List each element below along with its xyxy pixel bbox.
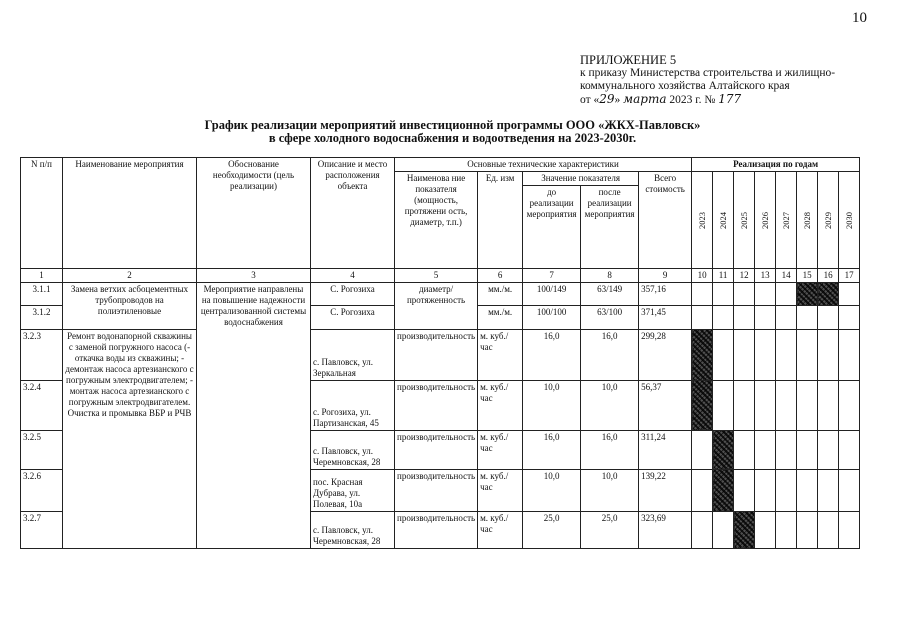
row-number: 3.2.3 bbox=[21, 329, 63, 380]
year-cell bbox=[692, 329, 713, 380]
header-year: 2027 bbox=[776, 172, 797, 269]
year-cell bbox=[776, 283, 797, 306]
column-number: 10 bbox=[692, 269, 713, 283]
page-number: 10 bbox=[852, 10, 867, 26]
measure-reason: Мероприятие направлены на повышение надежности централизованной системы водоснабжения bbox=[197, 283, 311, 330]
year-cell bbox=[755, 511, 776, 548]
value-after: 16,0 bbox=[581, 430, 639, 469]
total-cost: 371,45 bbox=[639, 306, 692, 329]
value-after: 25,0 bbox=[581, 511, 639, 548]
year-cell bbox=[839, 511, 860, 548]
year-cell bbox=[713, 511, 734, 548]
year-cell bbox=[776, 511, 797, 548]
table-row bbox=[21, 283, 860, 306]
measure-reason-cont bbox=[197, 329, 311, 548]
indicator-name: производительность bbox=[395, 380, 478, 430]
year-cell bbox=[755, 283, 776, 306]
column-number: 15 bbox=[797, 269, 818, 283]
year-cell bbox=[734, 430, 755, 469]
year-cell bbox=[818, 430, 839, 469]
unit: м. куб./час bbox=[478, 469, 523, 511]
year-cell bbox=[839, 430, 860, 469]
indicator-name: производительность bbox=[395, 430, 478, 469]
total-cost: 357,16 bbox=[639, 283, 692, 306]
header-year: 2029 bbox=[818, 172, 839, 269]
year-cell bbox=[797, 283, 818, 306]
year-cell bbox=[755, 430, 776, 469]
column-number: 1 bbox=[21, 269, 63, 283]
header-implementation: Реализация по годам bbox=[692, 158, 860, 172]
header-num: N п/п bbox=[21, 158, 63, 269]
header-year: 2030 bbox=[839, 172, 860, 269]
year-cell bbox=[713, 469, 734, 511]
column-number: 3 bbox=[197, 269, 311, 283]
year-cell bbox=[776, 380, 797, 430]
year-cell bbox=[734, 306, 755, 329]
unit: мм./м. bbox=[478, 306, 523, 329]
appendix-line2: коммунального хозяйства Алтайского края bbox=[580, 80, 790, 92]
header-tech: Основные технические характеристики bbox=[395, 158, 692, 172]
column-number: 4 bbox=[311, 269, 395, 283]
location: пос. Красная Дубрава, ул. Полевая, 10а bbox=[311, 469, 395, 511]
value-after: 63/100 bbox=[581, 306, 639, 329]
year-cell bbox=[734, 329, 755, 380]
value-before: 16,0 bbox=[523, 329, 581, 380]
header-year: 2023 bbox=[692, 172, 713, 269]
year-cell bbox=[692, 430, 713, 469]
row-number: 3.1.1 bbox=[21, 283, 63, 306]
header-name: Наименование мероприятия bbox=[63, 158, 197, 269]
total-cost: 299,28 bbox=[639, 329, 692, 380]
schedule-table bbox=[20, 157, 860, 549]
row-number: 3.2.7 bbox=[21, 511, 63, 548]
year-cell bbox=[692, 511, 713, 548]
header-after: после реализации мероприятия bbox=[581, 186, 639, 269]
indicator-name: производительность bbox=[395, 511, 478, 548]
header-year: 2026 bbox=[755, 172, 776, 269]
header-before: до реализации мероприятия bbox=[523, 186, 581, 269]
value-before: 100/149 bbox=[523, 283, 581, 306]
value-before: 16,0 bbox=[523, 430, 581, 469]
year-cell bbox=[818, 283, 839, 306]
header-indicator-name: Наименова ние показателя (мощность, протяжени ость, диаметр, т.п.) bbox=[395, 172, 478, 269]
value-after: 16,0 bbox=[581, 329, 639, 380]
year-cell bbox=[818, 469, 839, 511]
column-number: 11 bbox=[713, 269, 734, 283]
value-before: 25,0 bbox=[523, 511, 581, 548]
year-cell bbox=[797, 329, 818, 380]
column-number: 12 bbox=[734, 269, 755, 283]
year-cell bbox=[776, 430, 797, 469]
location: с. Рогозиха, ул. Партизанская, 45 bbox=[311, 380, 395, 430]
year-cell bbox=[839, 380, 860, 430]
column-number: 5 bbox=[395, 269, 478, 283]
value-after: 63/149 bbox=[581, 283, 639, 306]
value-before: 100/100 bbox=[523, 306, 581, 329]
header-total-cost: Всего стоимость bbox=[639, 172, 692, 269]
location: с. Павловск, ул. Зеркальная bbox=[311, 329, 395, 380]
handwritten-day: 29 bbox=[599, 92, 615, 106]
year-cell bbox=[776, 469, 797, 511]
column-number: 17 bbox=[839, 269, 860, 283]
year-cell bbox=[818, 329, 839, 380]
header-year: 2028 bbox=[797, 172, 818, 269]
document-title: График реализации мероприятий инвестиционной программы ООО «ЖКХ-Павловск» в сфере холодного водоснабжения и водоотведения на 2023-2030г. bbox=[204, 118, 701, 145]
year-cell bbox=[776, 329, 797, 380]
year-cell bbox=[755, 469, 776, 511]
measure-name: Замена ветхих асбоцементных трубопроводов на полиэтиленовые bbox=[63, 283, 197, 330]
total-cost: 56,37 bbox=[639, 380, 692, 430]
table-row bbox=[21, 329, 860, 380]
value-after: 10,0 bbox=[581, 469, 639, 511]
indicator-name: производительность bbox=[395, 469, 478, 511]
total-cost: 311,24 bbox=[639, 430, 692, 469]
year-cell bbox=[713, 283, 734, 306]
row-number: 3.2.6 bbox=[21, 469, 63, 511]
header-year: 2024 bbox=[713, 172, 734, 269]
year-cell bbox=[713, 380, 734, 430]
unit: м. куб./час bbox=[478, 380, 523, 430]
year-cell bbox=[734, 469, 755, 511]
column-number-row bbox=[21, 269, 860, 283]
row-number: 3.1.2 bbox=[21, 306, 63, 329]
total-cost: 323,69 bbox=[639, 511, 692, 548]
measure-name: Ремонт водонапорной скважины с заменой погружного насоса (- откачка воды из скважины; - демонтаж насоса артезианского с погружным электродвигателем; - монтаж насоса артезианского с погружным электродвигателем. Очистка и промывка ВБР и РЧВ bbox=[63, 329, 197, 548]
column-number: 2 bbox=[63, 269, 197, 283]
appendix-header bbox=[580, 54, 835, 107]
header-location: Описание и место расположения объекта bbox=[311, 158, 395, 269]
unit: м. куб./час bbox=[478, 329, 523, 380]
header-indicator-value: Значение показателя bbox=[523, 172, 639, 186]
location: С. Рогозиха bbox=[311, 306, 395, 329]
value-after: 10,0 bbox=[581, 380, 639, 430]
year-cell bbox=[692, 306, 713, 329]
header-unit: Ед. изм bbox=[478, 172, 523, 269]
appendix-date: от «29» марта 2023 г. № 177 bbox=[580, 92, 742, 106]
indicator-name: диаметр/протяженность bbox=[395, 283, 478, 330]
value-before: 10,0 bbox=[523, 380, 581, 430]
column-number: 6 bbox=[478, 269, 523, 283]
year-cell bbox=[839, 283, 860, 306]
year-cell bbox=[713, 306, 734, 329]
column-number: 8 bbox=[581, 269, 639, 283]
year-cell bbox=[755, 329, 776, 380]
year-cell bbox=[818, 380, 839, 430]
year-cell bbox=[713, 329, 734, 380]
location: С. Рогозиха bbox=[311, 283, 395, 306]
year-cell bbox=[818, 511, 839, 548]
header-reason: Обоснование необходимости (цель реализации) bbox=[197, 158, 311, 269]
appendix-title: ПРИЛОЖЕНИЕ 5 bbox=[580, 53, 677, 67]
year-cell bbox=[797, 306, 818, 329]
year-cell bbox=[734, 380, 755, 430]
year-cell bbox=[755, 306, 776, 329]
handwritten-month: марта bbox=[623, 92, 667, 106]
year-cell bbox=[755, 380, 776, 430]
year-cell bbox=[839, 469, 860, 511]
year-cell bbox=[839, 329, 860, 380]
year-cell bbox=[692, 283, 713, 306]
column-number: 14 bbox=[776, 269, 797, 283]
year-cell bbox=[818, 306, 839, 329]
unit: м. куб./час bbox=[478, 511, 523, 548]
column-number: 13 bbox=[755, 269, 776, 283]
year-cell bbox=[692, 380, 713, 430]
year-cell bbox=[692, 469, 713, 511]
location: с. Павловск, ул. Черемновская, 28 bbox=[311, 511, 395, 548]
year-cell bbox=[839, 306, 860, 329]
column-number: 9 bbox=[639, 269, 692, 283]
total-cost: 139,22 bbox=[639, 469, 692, 511]
row-number: 3.2.4 bbox=[21, 380, 63, 430]
year-cell bbox=[797, 511, 818, 548]
appendix-line1: к приказу Министерства строительства и жилищно- bbox=[580, 67, 836, 79]
column-number: 16 bbox=[818, 269, 839, 283]
year-cell bbox=[797, 469, 818, 511]
location: с. Павловск, ул. Черемновская, 28 bbox=[311, 430, 395, 469]
year-cell bbox=[734, 511, 755, 548]
unit: мм./м. bbox=[478, 283, 523, 306]
year-cell bbox=[734, 283, 755, 306]
unit: м. куб./час bbox=[478, 430, 523, 469]
row-number: 3.2.5 bbox=[21, 430, 63, 469]
handwritten-number: 177 bbox=[718, 92, 742, 106]
year-cell bbox=[797, 430, 818, 469]
year-cell bbox=[797, 380, 818, 430]
year-cell bbox=[776, 306, 797, 329]
column-number: 7 bbox=[523, 269, 581, 283]
value-before: 10,0 bbox=[523, 469, 581, 511]
indicator-name: производительность bbox=[395, 329, 478, 380]
header-year: 2025 bbox=[734, 172, 755, 269]
year-cell bbox=[713, 430, 734, 469]
